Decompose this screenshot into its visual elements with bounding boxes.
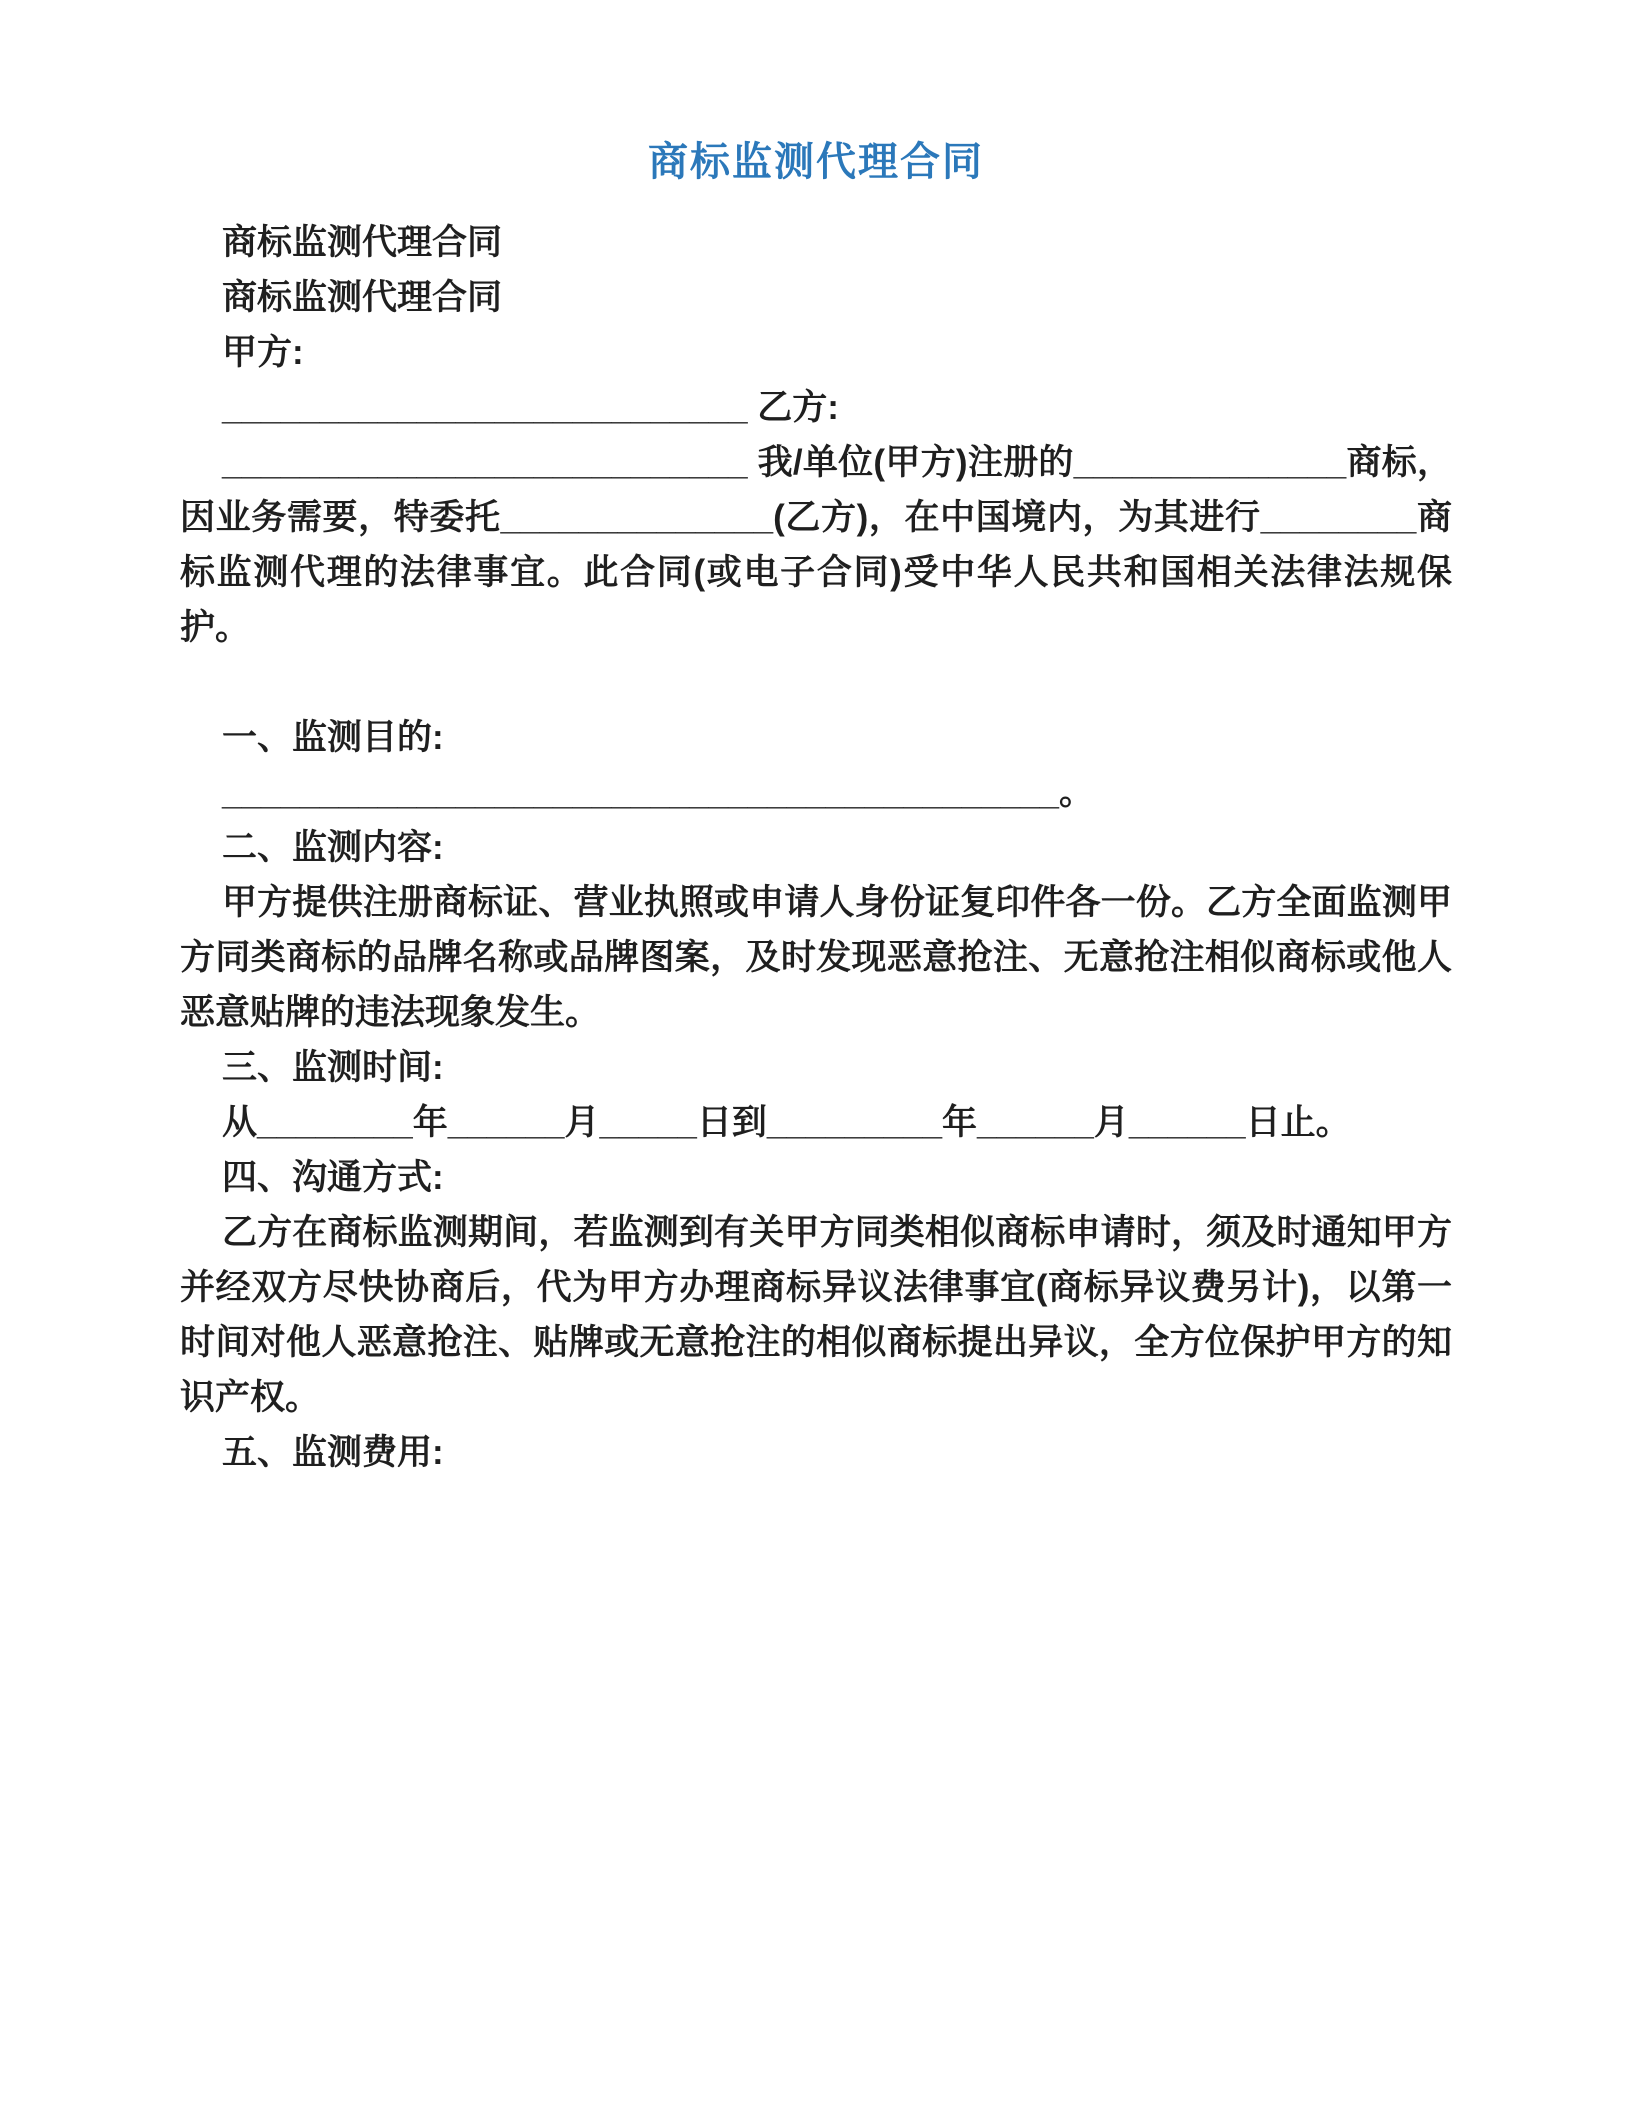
paragraph-party-b-blank: ___________________________ 乙方: [222,388,839,427]
paragraph-section-2-body: 甲方提供注册商标证、营业执照或申请人身份证复印件各一份。乙方全面监测甲方同类商标的品牌名称或品牌图案，及时发现恶意抢注、无意抢注相似商标或他人恶意贴牌的违法现象发生。 [180,883,1452,1032]
paragraph-section-5-heading: 五、监测费用: [222,1433,444,1472]
paragraph-party-a-label: 甲方: [222,333,304,372]
paragraph-subtitle-2: 商标监测代理合同 [222,278,503,317]
paragraph-subtitle-1: 商标监测代理合同 [222,223,503,262]
paragraph-section-4-heading: 四、沟通方式: [222,1158,444,1197]
paragraph-spacer [180,655,1452,710]
document-body [180,215,1452,1480]
paragraph-section-1-heading: 一、监测目的: [222,718,444,757]
document-title: 商标监测代理合同 [648,140,984,184]
paragraph-section-2-heading: 二、监测内容: [222,828,444,867]
paragraph-section-4-body: 乙方在商标监测期间，若监测到有关甲方同类相似商标申请时，须及时通知甲方并经双方尽快协商后，代为甲方办理商标异议法律事宜(商标异议费另计)，以第一时间对他人恶意抢注、贴牌或无意抢注的相似商标提出异议，全方位保护甲方的知识产权。 [180,1213,1452,1417]
paragraph-preamble: ___________________________ 我/单位(甲方)注册的______________商标，因业务需要，特委托______________(乙方)，在中国境内，为其进行________商标监测代理的法律事宜。此合同(或电子合同)受中华人民共和国相关法律法规保护。 [180,443,1452,647]
paragraph-section-3-dates: 从________年______月_____日到_________年______月______日止。 [222,1103,1351,1142]
paragraph-section-1-blank-line: ___________________________________________。 [222,773,1095,812]
paragraph-section-3-heading: 三、监测时间: [222,1048,444,1087]
